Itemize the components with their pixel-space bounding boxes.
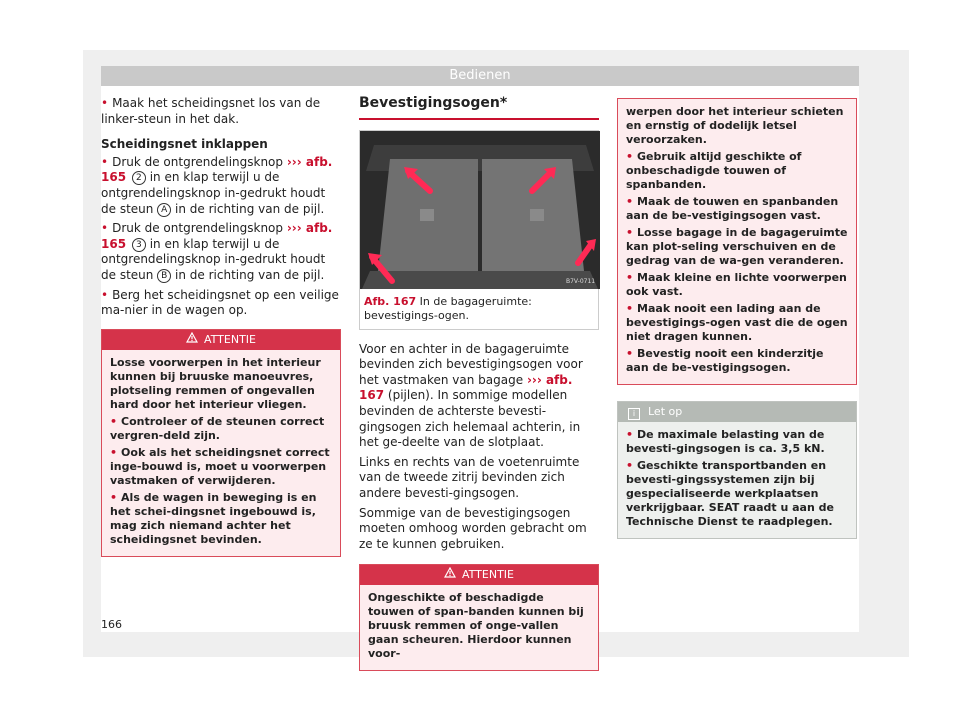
column-middle [359,96,599,671]
warning-body: Ongeschikte of beschadigde touwen of span-banden kunnen bij bruusk remmen of onge-vallen gaan scheuren. Hierdoor kunnen voor- [368,591,584,661]
list-item: • Ook als het scheidingsnet correct inge-bouwd is, moet u voorwerpen vastmaken of verwijderen. [110,446,332,488]
cargo-area-photo [360,131,600,289]
info-icon: i [628,408,640,420]
paragraph: Sommige van de bevestigingsogen moeten omhoog worden gebracht om ze te kunnen gebruiken. [359,505,587,551]
list-item: • Bevestig nooit een kinderzitje aan de be-vestigingsogen. [626,347,848,375]
figure [359,130,599,330]
warning-triangle-icon [444,565,456,585]
paragraph: Links en rechts van de voetenruimte van de tweede zitrij bevinden zich andere bevesti-gingsogen. [359,454,580,500]
warning-title: ATTENTIE [102,330,340,350]
figure-label: Afb. 167 [364,294,417,308]
column-right [617,96,857,539]
warning-body: werpen door het interieur schieten en ernstig of dodelijk letsel veroorzaken. • Gebruik altijd geschikte of onbeschadigde touwen of spanbanden. • Maak de touwen en spanbanden aan de be-vestigingsogen vast. • Losse bagage in de bagageruimte kan plot-seling verschuiven en de gedrag van de wa-gen veranderen. • Maak kleine en lichte voorwerpen ook vast. • Maak nooit een lading aan de bevestigings-ogen vast die de ogen niet dragen kunnen. • Bevestig nooit een kinderzitje aan de be-vestigingsogen. [618,99,856,384]
warning-box [101,329,341,557]
part-letter-badge: B [157,269,171,283]
figure-link[interactable]: ››› afb. 165 [101,154,333,185]
list-item: • Losse bagage in de bagageruimte kan plot-seling verschuiven en de gedrag van de wa-gen veranderen. [626,226,848,268]
list-item: • Berg het scheidingsnet op een veilige ma-nier in de wagen op. [101,288,341,319]
figure-caption: Afb. 167 In de bagageruimte: bevestigings-ogen. [364,294,532,322]
step-number-badge: 3 [132,238,146,252]
figure-link[interactable]: ››› afb. 167 [359,372,573,403]
warning-body: Losse voorwerpen in het interieur kunnen bij bruuske manoeuvres, plotseling remmen of ongevallen hard door het interieur vliegen. • Controleer of de steunen correct vergren-deld zijn. • Ook als het scheidingsnet correct inge-bouwd is, moet u voorwerpen vastmaken of verwijderen. • Als de wagen in beweging is en het schei-dingsnet ingebouwd is, mag zich niemand achter het scheidingsnet bevinden. [102,350,340,556]
warning-triangle-icon [186,330,198,350]
note-title: i Let op [618,402,856,422]
list-item: • Geschikte transportbanden en bevesti-gingssystemen zijn bij gespecialiseerde werkplaatsen verkrijgbaar. SEAT raadt u aan de Technische Dienst te raadplegen. [626,459,848,529]
figure-code: B7V-0711 [566,277,596,285]
chapter-header: Bedienen [101,66,859,86]
list-item: • Druk de ontgrendelingsknop ››› afb. 165 2 in en klap terwijl u de ontgrendelingsknop in-gedrukt houdt de steun A in de richting van de pijl. [101,155,341,217]
warning-box [359,564,599,671]
column-left [101,96,341,557]
figure-link[interactable]: ››› afb. 165 [101,221,333,251]
list-item: • Als de wagen in beweging is en het schei-dingsnet ingebouwd is, mag zich niemand achter het scheidingsnet bevinden. [110,491,332,547]
step-number-badge: 2 [132,171,146,185]
list-item: • De maximale belasting van de bevesti-gingsogen is ca. 3,5 kN. [626,428,848,456]
paragraph: Voor en achter in de bagageruimte bevinden zich bevestigingsogen voor het vastmaken van bagage ››› afb. 167 (pijlen). In sommige modellen bevinden de achterste bevesti-gingsogen zich helemaal achterin, in het ge-deelte van de slotplaat. [359,341,583,450]
list-item: • Maak kleine en lichte voorwerpen ook vast. [626,271,848,299]
warning-box-continued [617,98,857,385]
list-item: • Maak nooit een lading aan de bevestigings-ogen vast die de ogen niet dragen kunnen. [626,302,848,344]
section-heading: Scheidingsnet inklappen [101,137,268,152]
note-body [618,422,856,538]
note-box [617,401,857,539]
list-item: • Gebruik altijd geschikte of onbeschadigde touwen of spanbanden. [626,150,848,192]
page-number: 166 [101,618,122,631]
list-item: • Maak het scheidingsnet los van de linker-steun in het dak. [101,96,341,127]
warning-title: ATTENTIE [360,565,598,585]
list-item: • Druk de ontgrendelingsknop ››› afb. 165 3 in en klap terwijl u de ontgrendelingsknop in-gedrukt houdt de steun B in de richting van de pijl. [101,221,341,283]
list-item: • Maak de touwen en spanbanden aan de be-vestigingsogen vast. [626,195,848,223]
section-title: Bevestigingsogen* [359,96,599,120]
part-letter-badge: A [157,203,171,217]
list-item: • Controleer of de steunen correct vergren-deld zijn. [110,415,332,443]
